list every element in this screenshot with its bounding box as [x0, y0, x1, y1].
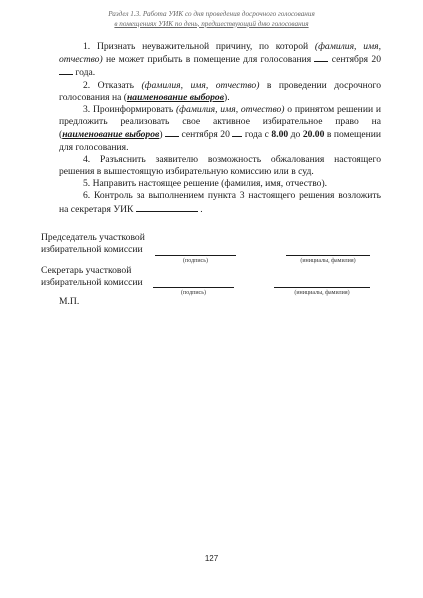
- secretary-label: Секретарь участковой избирательной комиссии: [41, 265, 143, 289]
- item-4: 4. Разъяснить заявителю возможность обжалования настоящего решения в вышестоящую избирательную комиссию или в суд.: [59, 153, 381, 178]
- chair-name-line: [286, 255, 370, 256]
- item-3-number: 3.: [83, 104, 91, 116]
- item-6-number: 6.: [83, 190, 91, 202]
- chair-label: Председатель участковой избирательной комиссии: [41, 232, 145, 256]
- item-1-number: 1.: [83, 41, 91, 52]
- secretary-signature-line: [153, 287, 234, 288]
- page-number: 127: [204, 554, 219, 563]
- year-blank: [59, 66, 73, 75]
- item-4-number: 4.: [83, 153, 91, 165]
- secretary-name-line: [274, 287, 370, 288]
- stamp-place: М.П.: [59, 296, 80, 307]
- header-line-2: в помещениях УИК по день, предшествующий дню голосования: [114, 19, 309, 28]
- item-5-number: 5.: [83, 178, 91, 190]
- chair-signature-caption: (подпись): [183, 258, 208, 264]
- day-blank: [165, 128, 179, 137]
- year-blank: [232, 128, 242, 137]
- item-1: 1. Признать неуважительной причину, по которой (фамилия, имя, отчество) не может прибыть в помещение для голосования сентября 20 года.: [59, 41, 381, 79]
- secretary-signature-caption: (подпись): [181, 290, 206, 296]
- item-6: 6. Контроль за выполнением пункта 3 настоящего решения возложить на секретаря УИК .: [59, 190, 381, 215]
- secretary-blank: [136, 203, 198, 212]
- day-blank: [314, 53, 328, 62]
- item-2: 2. Отказать (фамилия, имя, отчество) в проведении досрочного голосования на (наименование выборов).: [59, 79, 382, 103]
- chair-signature-line: [155, 255, 236, 256]
- header-line-1: Раздел 1.3. Работа УИК со дня проведения досрочного голосования: [108, 10, 315, 18]
- secretary-name-caption: (инициалы, фамилия): [294, 290, 350, 296]
- chair-name-caption: (инициалы, фамилия): [300, 258, 356, 264]
- item-2-number: 2.: [83, 79, 91, 91]
- decision-body: [59, 41, 381, 216]
- running-header: [40, 10, 383, 29]
- item-3: 3. Проинформировать (фамилия, имя, отчество) о принятом решении и предложить реализовать свое активное избирательное право на (наименование выборов) сентября 20 года с 8.00 до 20.00 в помещении для голосования.: [59, 104, 382, 153]
- item-5: 5. Направить настоящее решение (фамилия, имя, отчество).: [83, 178, 328, 190]
